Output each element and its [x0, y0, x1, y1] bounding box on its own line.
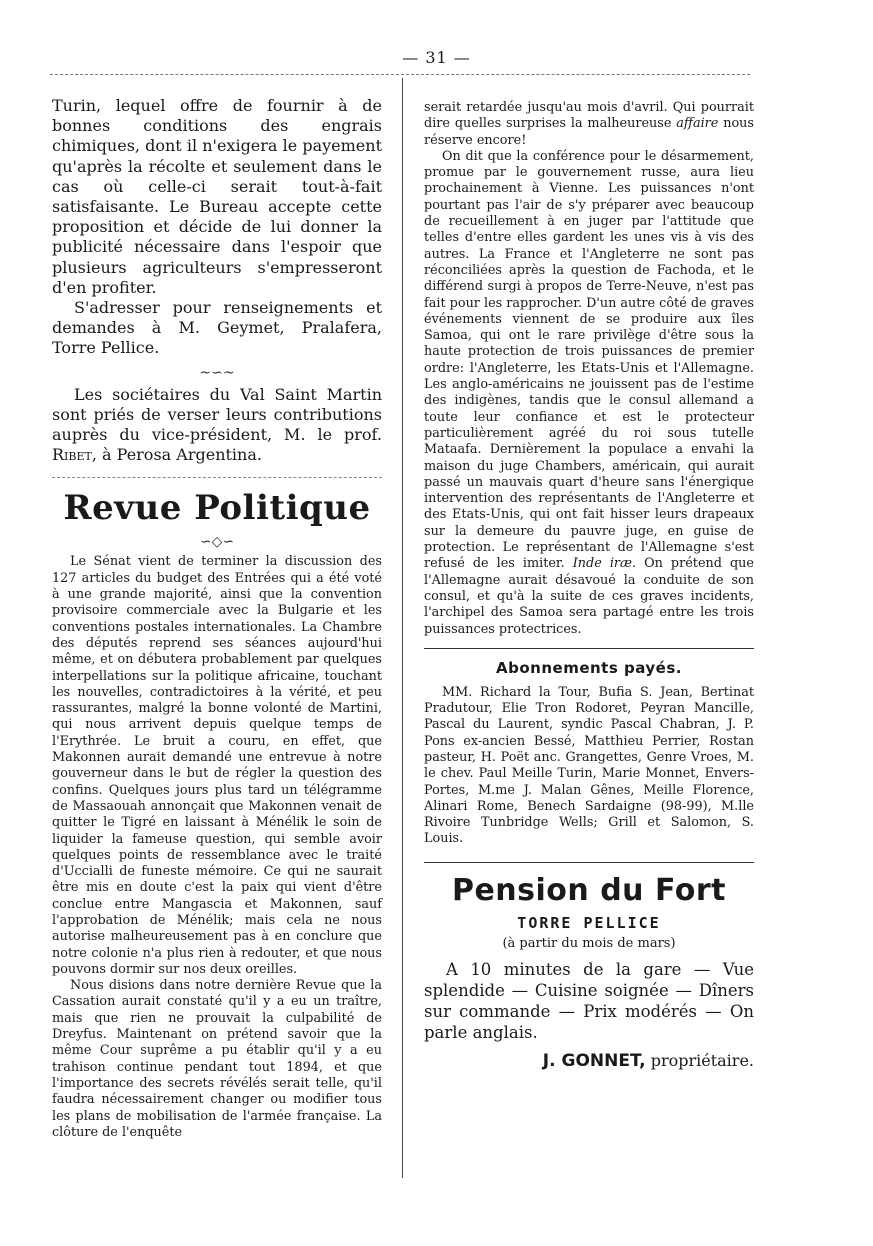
abonnements-rule: [424, 648, 754, 649]
abonnements-title: Abonnements payés.: [496, 658, 682, 677]
title-ornament: ∽◇∽: [199, 534, 235, 551]
column-divider: [402, 78, 403, 1178]
page-number: — 31 —: [402, 48, 471, 67]
left-para-societaires: [52, 385, 382, 466]
societaires-end: , à Perosa Argentina.: [91, 445, 262, 465]
pension-signature: [424, 1051, 754, 1071]
pension-body: A 10 minutes de la gare — Vue splendide — Cuisine soignée — Dîners sur commande — Prix modérés — On parle anglais.: [424, 959, 754, 1042]
pension-title: Pension du Fort: [451, 872, 727, 908]
affaire-italic: affaire: [676, 116, 719, 132]
pension-note: (à partir du mois de mars): [502, 935, 676, 951]
societaires-text: Les sociétaires du Val Saint Martin sont priés de verser leurs contributions auprès du vice-président, M. le prof.: [52, 384, 382, 445]
revue-para-senat: Le Sénat vient de terminer la discussion des 127 articles du budget des Entrées qui a été voté à une grande majorité, ainsi que la convention provisoire commerciale avec la Bulgarie et les conventions postales internationales. La Chambre des députés reprend ses séances aujourd'hui même, et on débutera probablement par quelques interpellations sur la politique africaine, touchant les nouvelles, contradictoires à la vérité, et peu rassurantes, malgré la bonne volonté de Martini, qui nous arrivent depuis quelque temps de l'Erythrée. Le bruit a couru, en effet, que Makonnen aurait demandé une entrevue à notre gouverneur dans le but de régler la question des confins. Quelques jours plus tard un télégramme de Massaouah annonçait que Makonnen venait de quitter le Tigré en laissant à Ménélik le soin de liquider la fameuse question, qui semble avoir quelques points de ressemblance avec le traité d'Uccialli de funeste mémoire. Ce qui ne saurait être mis en doute c'est la paix qui vient d'être conclue entre Mangascia et Makonnen, sauf l'approbation de Ménélik; mais cela ne nous autorise malheureusement pas à en conclure que notre colonie n'a plus rien à redouter, et que nous pouvons dormir sur nos deux oreilles.: [52, 554, 382, 977]
pension-place: TORRE PELLICE: [517, 913, 661, 932]
affaire-end: nous réserve encore!: [424, 116, 754, 148]
samoa-end: On prétend que l'Allemagne aurait désavoué la conduite de son consul, et qu'à la suite de ces graves incidents, l'archipel des Samoa sera partagé entre les trois puissances protectrices.: [424, 556, 754, 637]
pension-rule: [424, 862, 754, 863]
left-para-adresser: S'adresser pour renseignements et demandes à M. Geymet, Pralafera, Torre Pellice.: [52, 298, 382, 358]
right-para-samoa: [424, 149, 754, 638]
ornament-flourish: ~∽~: [199, 364, 235, 381]
pension-role: propriétaire.: [650, 1050, 754, 1070]
right-column: [424, 100, 754, 1071]
ribet-name: Ribet: [52, 445, 92, 465]
pension-owner: J. GONNET,: [542, 1050, 646, 1071]
section-title-revue-politique: Revue Politique: [63, 488, 371, 529]
section-rule: [52, 477, 382, 478]
left-column: [52, 96, 382, 1141]
affaire-text: serait retardée jusqu'au mois d'avril. Qui pourrait dire quelles surprises la malheureuse: [424, 100, 754, 132]
revue-para-dreyfus: Nous disions dans notre dernière Revue que la Cassation aurait constaté qu'il y a eu un traître, mais que rien ne prouvait la culpabilité de Dreyfus. Maintenant on prétend savoir que la même Cour suprême a pu établir qu'il y a eu trahison continue pendant tout 1894, et que l'importance des secrets révélés serait telle, qu'il faudra nécessairement changer ou modifier tous les plans de mobilisation de l'armée française. La clôture de l'enquête: [52, 978, 382, 1140]
left-para-engrais: Turin, lequel offre de fournir à de bonnes conditions des engrais chimiques, dont il n'exigera le payement qu'après la récolte et seulement dans le cas où celle-ci serait tout-à-fait satisfaisante. Le Bureau accepte cette proposition et décide de lui donner la publicité nécessaire dans l'espoir que plusieurs agriculteurs s'empresseront d'en profiter.: [52, 96, 382, 297]
abonnements-list: MM. Richard la Tour, Bufia S. Jean, Bertinat Pradutour, Elie Tron Rodoret, Peyran Mancille, Pascal du Laurent, syndic Pascal Chabran, J. P. Pons ex-ancien Bessé, Matthieu Perrier, Rostan pasteur, H. Poët anc. Grangettes, Genre Vroes, M. le chev. Paul Meille Turin, Marie Monnet, Envers-Portes, M.me J. Malan Gênes, Meille Florence, Alinari Rome, Benech Sardaigne (98-99), M.lle Rivoire Tunbridge Wells; Grill et Salomon, S. Louis.: [424, 684, 754, 847]
samoa-text: On dit que la conférence pour le désarmement, promue par le gouvernement russe, aura lieu prochainement à Vienne. Les puissances n'ont pourtant pas l'air de s'y préparer avec beaucoup de recueillement à en juger par l'attitude que telles d'entre elles gardent les unes vis à vis des autres. La France et l'Angleterre ne sont pas réconciliées après la question de Fachoda, et le différend surgi à propos de Terre-Neuve, n'est pas fait pour les rapprocher. D'un autre côté de graves événements viennent de se produire aux îles Samoa, qui ont le rare privilège d'être sous la haute protection de trois puissances de premier ordre: l'Angleterre, les Etats-Unis et l'Allemagne. Les anglo-américains ne jouissent pas de l'estime des indigènes, tandis que le consul allemand a toute leur confiance et est le protecteur particulièrement agréé du roi sous tutelle Mataafa. Dernièrement la populace a envahi la maison du juge Chambers, américain, qui aurait passé un mauvais quart d'heure sans l'énergique intervention des représentants de l'Angleterre et des Etats-Unis, qui ont fait hisser leurs drapeaux sur la demeure du pauvre juge, en guise de protection. Le représentant de l'Allemagne s'est refusé de les imiter.: [424, 148, 754, 572]
inde-irae: Inde iræ.: [572, 556, 637, 572]
header-rule: [50, 74, 750, 75]
right-para-affaire: [424, 100, 754, 149]
